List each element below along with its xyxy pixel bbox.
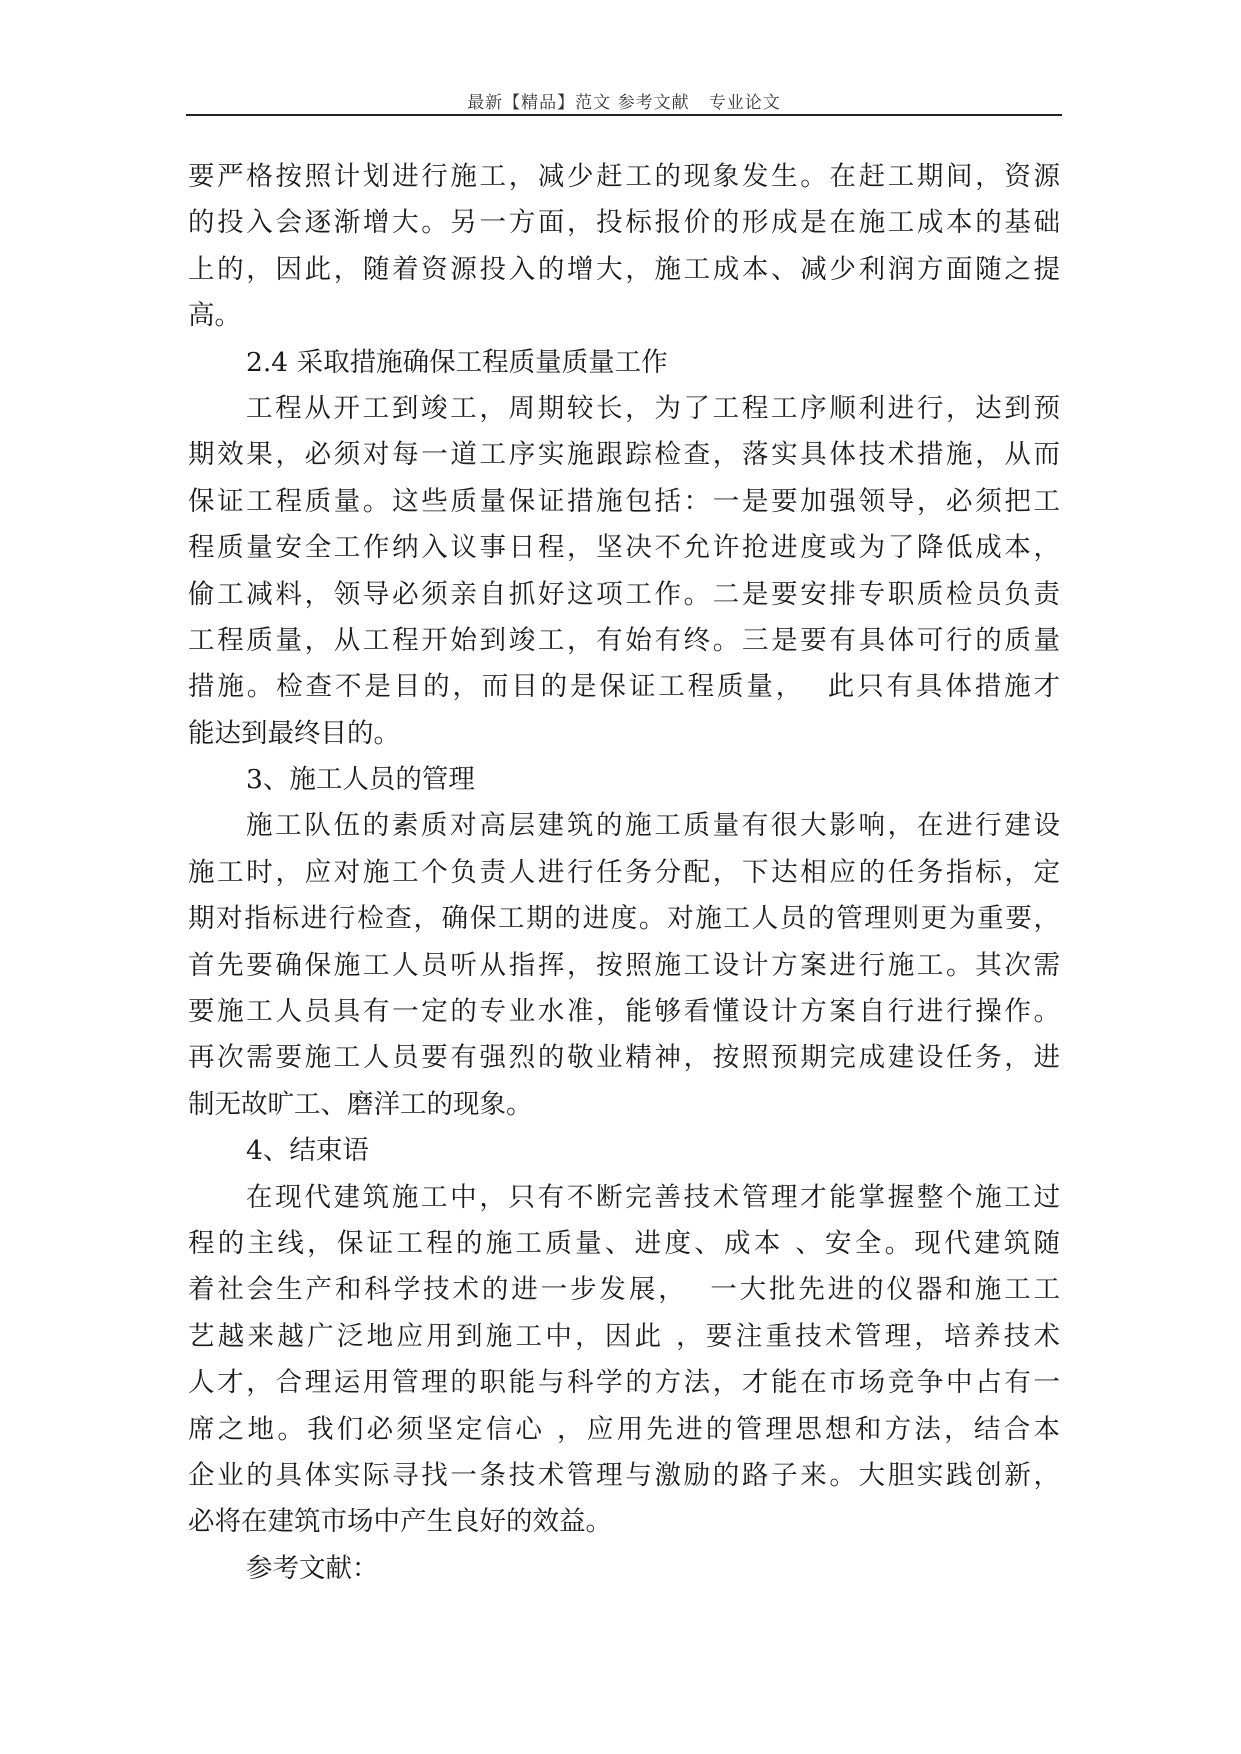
- text-line: 3、施工人员的管理: [246, 764, 475, 796]
- text-line: 着社会生产和科学技术的进一步发展， 一大批先进的仪器和施工工: [188, 1274, 1060, 1306]
- text-line: 参考文献：: [246, 1552, 379, 1584]
- text-line: 工程质量，从工程开始到竣工，有始有终。三是要有具体可行的质量: [188, 624, 1060, 656]
- text-line: 制无故旷工、磨洋工的现象。: [188, 1088, 533, 1120]
- text-line: 工程从开工到竣工，周期较长，为了工程工序顺利进行，达到预: [246, 392, 1060, 424]
- text-line: 期效果，必须对每一道工序实施跟踪检查，落实具体技术措施，从而: [188, 439, 1060, 471]
- text-line: 要严格按照计划进行施工，减少赶工的现象发生。在赶工期间，资源: [188, 161, 1060, 192]
- text-line: 上的，因此，随着资源投入的增大，施工成本、减少利润方面随之提: [188, 253, 1060, 285]
- text-line: 偷工减料，领导必须亲自抓好这项工作。二是要安排专职质检员负责: [188, 578, 1060, 610]
- text-line: 高。: [188, 300, 241, 332]
- text-line: 2.4 采取措施确保工程质量质量工作: [246, 346, 668, 378]
- page-header: [186, 84, 1062, 116]
- text-line: 首先要确保施工人员听从指挥，按照施工设计方案进行施工。其次需: [188, 949, 1060, 981]
- text-line: 程质量安全工作纳入议事日程，坚决不允许抢进度或为了降低成本，: [188, 532, 1060, 564]
- text-line: 保证工程质量。这些质量保证措施包括：一是要加强领导，必须把工: [188, 485, 1060, 517]
- text-line: 的投入会逐渐增大。另一方面，投标报价的形成是在施工成本的基础: [188, 207, 1060, 239]
- document-body: [188, 154, 1060, 1592]
- text-line: 再次需要施工人员要有强烈的敬业精神，按照预期完成建设任务，进: [188, 1042, 1060, 1074]
- header-text: 最新【精品】范文 参考文献 专业论文: [467, 93, 781, 113]
- text-line: 席之地。我们必须坚定信心 ，应用先进的管理思想和方法，结合本: [188, 1413, 1060, 1445]
- text-line: 要施工人员具有一定的专业水准，能够看懂设计方案自行进行操作。: [188, 996, 1060, 1028]
- text-line: 企业的具体实际寻找一条技术管理与激励的路子来。大胆实践创新，: [188, 1459, 1060, 1491]
- text-line: 能达到最终目的。: [188, 717, 400, 749]
- text-line: 4、结束语: [246, 1135, 369, 1167]
- text-line: 在现代建筑施工中，只有不断完善技术管理才能掌握整个施工过: [246, 1181, 1060, 1213]
- text-line: 施工队伍的素质对高层建筑的施工质量有很大影响，在进行建设: [246, 810, 1060, 842]
- text-line: 程的主线，保证工程的施工质量、进度、成本 、安全。现代建筑随: [188, 1227, 1060, 1259]
- text-line: 措施。检查不是目的，而目的是保证工程质量， 此只有具体措施才: [188, 671, 1060, 703]
- text-line: 人才，合理运用管理的职能与科学的方法，才能在市场竞争中占有一: [188, 1367, 1060, 1399]
- text-line: 期对指标进行检查，确保工期的进度。对施工人员的管理则更为重要，: [188, 903, 1060, 935]
- text-line: 必将在建筑市场中产生良好的效益。: [188, 1506, 612, 1538]
- text-line: 艺越来越广泛地应用到施工中，因此 ，要注重技术管理，培养技术: [188, 1320, 1060, 1352]
- text-line: 施工时，应对施工个负责人进行任务分配，下达相应的任务指标，定: [188, 856, 1060, 888]
